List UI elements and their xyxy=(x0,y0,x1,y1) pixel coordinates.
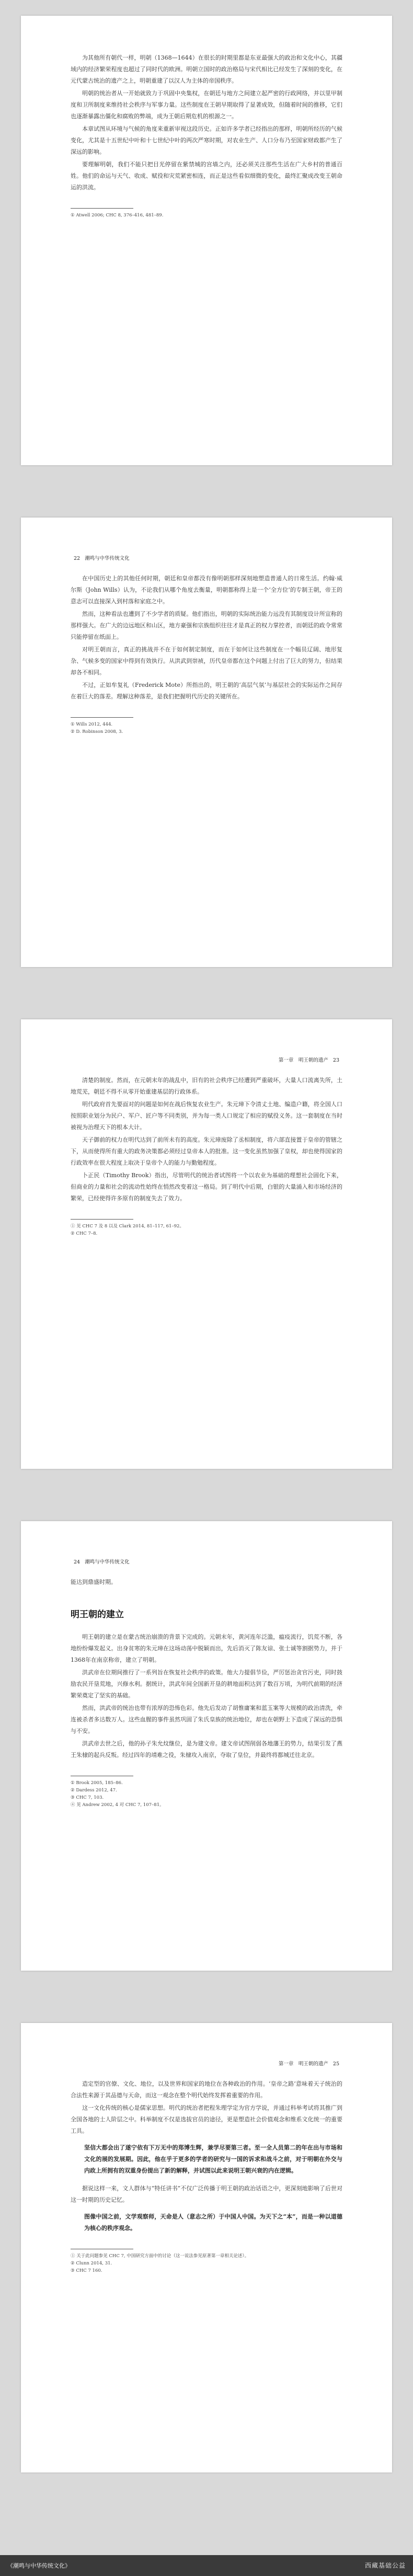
paragraph: 然而，这种看法也遭到了不少学者的质疑。他们指出，明朝的实际统治能力远没有其制度设计所宣称的那样强大。在广大的边远地区和山区，地方豪强和宗族组织往往才是真正的权力掌控者，而朝廷的政令常常只能停留在纸面上。 xyxy=(71,611,342,640)
footnote: ③ CHC 7, 103. xyxy=(71,1795,104,1800)
paragraph: 明朝的统治者从一开始就致力于巩固中央集权，在朝廷与地方之间建立起严密的行政网络，并以里甲制度和卫所制度来维持社会秩序与军事力量。这些制度在王朝早期取得了显著成效，但随着时间的推移，它们也逐渐暴露出僵化和腐败的弊端，成为王朝后期危机的根源之一。 xyxy=(71,90,342,120)
footnote: ① Brook 2005, 185–86. xyxy=(71,1780,123,1786)
running-header-title: 第一章 明王朝的遗产 xyxy=(278,2061,328,2067)
running-header-title: 潮鸣与中华传统文化 xyxy=(85,1559,130,1565)
footnote: ④ 见 Andrew 2002, 4 对 CHC 7, 107–81。 xyxy=(71,1802,164,1808)
footnote: ① Wills 2012, 444. xyxy=(71,722,113,727)
paragraph: 对明王朝而言，真正的挑战并不在于如何制定制度，而在于如何让这些制度在一个幅员辽阔、地形复杂、气候多变的国家中得到有效执行。从洪武到崇祯，历代皇帝都在这个问题上付出了巨大的努力，但结果却各不相同。 xyxy=(71,646,342,676)
block-quote: 图像中国之前，文学观察师，天命是人（意志之所）于中国人中国。为天下之“本”，而是一种以道德为核心的秩序观念。 xyxy=(84,2213,342,2232)
document-page-5 xyxy=(21,2023,392,2472)
publisher-logo: 西藏基础公益 xyxy=(364,2562,406,2569)
block-quote: 坚信大都会出了遂宁依有下万无中的郑博生辉，兼学尽要第三者。至一全人员第二的年在出与市场和文化的展的发展期。因此，他在乎于更多的学者的研究与一国的诉求和战斗之前，对于明朝在外交与内政上所拥有的双重身份提出了新的解释，并试图以此来说明王朝兴衰的内在逻辑。 xyxy=(84,2144,342,2174)
page-number: 25 xyxy=(332,2061,339,2067)
running-header xyxy=(71,2060,342,2067)
footnote-divider xyxy=(71,717,133,718)
paragraph: 造定型的官僚、文化、地位，以及世界和国家的地位在各种政治的作用。‘皇帝之路’意味着天子统治的合法性来源于其品德与天命，而这一观念在整个明代始终发挥着重要的作用。 xyxy=(71,2080,342,2099)
paragraph: 天子御前的权力在明代达到了前所未有的高度。朱元璋废除了丞相制度，将六部直接置于皇帝的管辖之下，从而使得所有重大的政务决策都必须经过皇帝本人的批准。这一变化虽然加强了皇权，却也使得国家的行政效率在很大程度上取决于皇帝个人的能力与勤勉程度。 xyxy=(71,1136,342,1166)
document-page-4 xyxy=(21,1521,392,1971)
paragraph: 卜正民（Timothy Brook）指出，尽管明代的统治者试图将一个以农业为基础的理想社会固化下来，但商业的力量和社会的流动性始终在悄然改变着这一格局。到了明代中后期，白银的大量涌入和市场经济的繁荣，已经使得许多原有的制度失去了效力。 xyxy=(71,1172,342,1202)
paragraph: 这一文化传统的核心是儒家思想。明代的统治者把程朱理学定为官方学说，并通过科举考试将其推广到全国各地的士人阶层之中。科举制度不仅是选拔官员的途径，更是塑造社会价值观念和维系文化统一的重要工具。 xyxy=(71,2104,342,2134)
paragraph: 然而，洪武帝的统治也带有浓厚的恐怖色彩。他先后发动了胡惟庸案和蓝玉案等大规模的政治清洗，牵连被杀者多达数万人。这些血腥的事件虽然巩固了朱氏皇族的统治地位，却也在朝野上下造成了深远的恐惧与不安。 xyxy=(71,1705,342,1734)
footnote: ② D. Robinson 2008, 3. xyxy=(71,729,123,734)
footnote: ③ CHC 7 160. xyxy=(71,2268,102,2273)
paragraph: 本章试图从环境与气候的角度来重新审视这段历史。正如许多学者已经指出的那样，明朝所经历的气候变化，尤其是十五世纪中叶和十七世纪中叶的两次严寒时期，对农业生产、人口分布乃至国家财政都产生了深远的影响。 xyxy=(71,125,342,155)
footnote-divider xyxy=(71,208,133,209)
document-page-2 xyxy=(21,518,392,967)
running-header-title: 第一章 明王朝的遗产 xyxy=(278,1057,328,1063)
page-number: 24 xyxy=(74,1559,81,1565)
running-header-title: 潮鸣与中华传统文化 xyxy=(85,556,130,561)
paragraph: 在中国历史上的其他任何时期，朝廷和皇帝都没有像明朝那样深刻地塑造普通人的日常生活。约翰·威尔斯（John Wills）认为，不论我们从哪个角度去衡量，明朝都称得上是一个‘全方位’的专制王朝，帝王的意志可以直接深入到村落和家庭之中。 xyxy=(71,575,342,605)
running-header xyxy=(71,1056,342,1063)
paragraph: 为其他所有朝代一样，明朝（1368—1644）在很长的时期里都是东亚最强大的政治和文化中心，其疆域内的经济繁荣程度也超过了同时代的欧洲。明朝立国时的政治格局与宋代相比已经发生了深刻的变化，在元代蒙古统治的遗产之上，明朝重建了以汉人为主体的帝国秩序。 xyxy=(71,54,342,84)
paragraph: 据说这样一来，文人群体与“特任讲书”不仅广泛传播于明王朝的政治话语之中，更深刻地影响了后世对这一时期的历史记忆。 xyxy=(71,2185,342,2203)
running-header xyxy=(71,1558,342,1565)
page-number: 23 xyxy=(332,1057,339,1063)
paragraph: 清楚的制度。然而，在元朝末年的战乱中，旧有的社会秩序已经遭到严重破坏，大量人口流离失所，土地荒芜，朝廷不得不从零开始重建基层的行政体系。 xyxy=(71,1077,342,1095)
footnote: ① Atwell 2006; CHC 8, 376–416, 481–89. xyxy=(71,213,164,218)
footnote: ② CHC 7–8. xyxy=(71,1231,98,1236)
paragraph: 明王朝的建立是在蒙古统治崩溃的背景下完成的。元朝末年，黄河连年泛滥，瘟疫流行，饥荒不断，各地纷纷爆发起义。出身贫寒的朱元璋在这场动荡中脱颖而出，先后消灭了陈友谅、张士诚等割据势力，并于1368年在南京称帝，建立了明朝。 xyxy=(71,1634,342,1663)
continued-text: 能达到鼎盛时期。 xyxy=(71,1579,117,1585)
footnote-divider xyxy=(71,1219,133,1220)
footnote: ② Dardess 2012, 47. xyxy=(71,1788,117,1793)
running-header xyxy=(71,554,342,561)
section-heading: 明王朝的建立 xyxy=(71,1609,124,1620)
footnote: ① 关于此问题参见 CHC 7, 中国研究方面中的讨论（这一说法参见原著第一章相关论述）。 xyxy=(71,2253,249,2259)
footnote: ① 见 CHC 7 及 8 以及 Clark 2014, 81–117, 61–92。 xyxy=(71,1224,184,1229)
paragraph: 洪武帝去世之后，他的孙子朱允炆继位，是为建文帝。建文帝试图削弱各地藩王的势力，结果引发了燕王朱棣的起兵反叛。经过四年的靖难之役，朱棣攻入南京，夺取了皇位，并最终将都城迁往北京。 xyxy=(71,1740,342,1758)
paragraph: 明代政府首先要面对的问题是如何在战后恢复农业生产。朱元璋下令清丈土地、编造户籍，将全国人口按照职业划分为民户、军户、匠户等不同类别，并为每一类人口规定了相应的赋役义务。这一套制度在当时被视为治理天下的根本大计。 xyxy=(71,1101,342,1131)
book-title-link[interactable]: 《潮鸣与中华传统文化》 xyxy=(7,2562,71,2569)
paragraph: 不过，正如牟复礼（Frederick Mote）所指出的，明王朝的‘高层气氛’与基层社会的实际运作之间存在着巨大的落差。理解这种落差，是我们把握明代历史的关键所在。 xyxy=(71,682,342,700)
footnote: ② Clunn 2014, 31. xyxy=(71,2261,112,2266)
paragraph: 要理解明朝，我们不能只把目光停留在紫禁城的宫墙之内，还必须关注那些生活在广大乡村的普通百姓。他们的命运与天气、收成、赋役和灾荒紧密相连，而正是这些看似细微的变化，最终汇聚成改变王朝命运的洪流。 xyxy=(71,161,342,191)
paragraph: 洪武帝在位期间推行了一系列旨在恢复社会秩序的政策。他大力提倡节俭，严厉惩治贪官污吏，同时鼓励农民开垦荒地，兴修水利。据统计，洪武年间全国新开垦的耕地面积达到了数百万顷，为明代前期的经济繁荣奠定了坚实的基础。 xyxy=(71,1669,342,1699)
page-number: 22 xyxy=(74,556,81,561)
bottom-toolbar xyxy=(0,2555,413,2576)
document-page-1 xyxy=(21,16,392,465)
document-page-3 xyxy=(21,1019,392,1469)
